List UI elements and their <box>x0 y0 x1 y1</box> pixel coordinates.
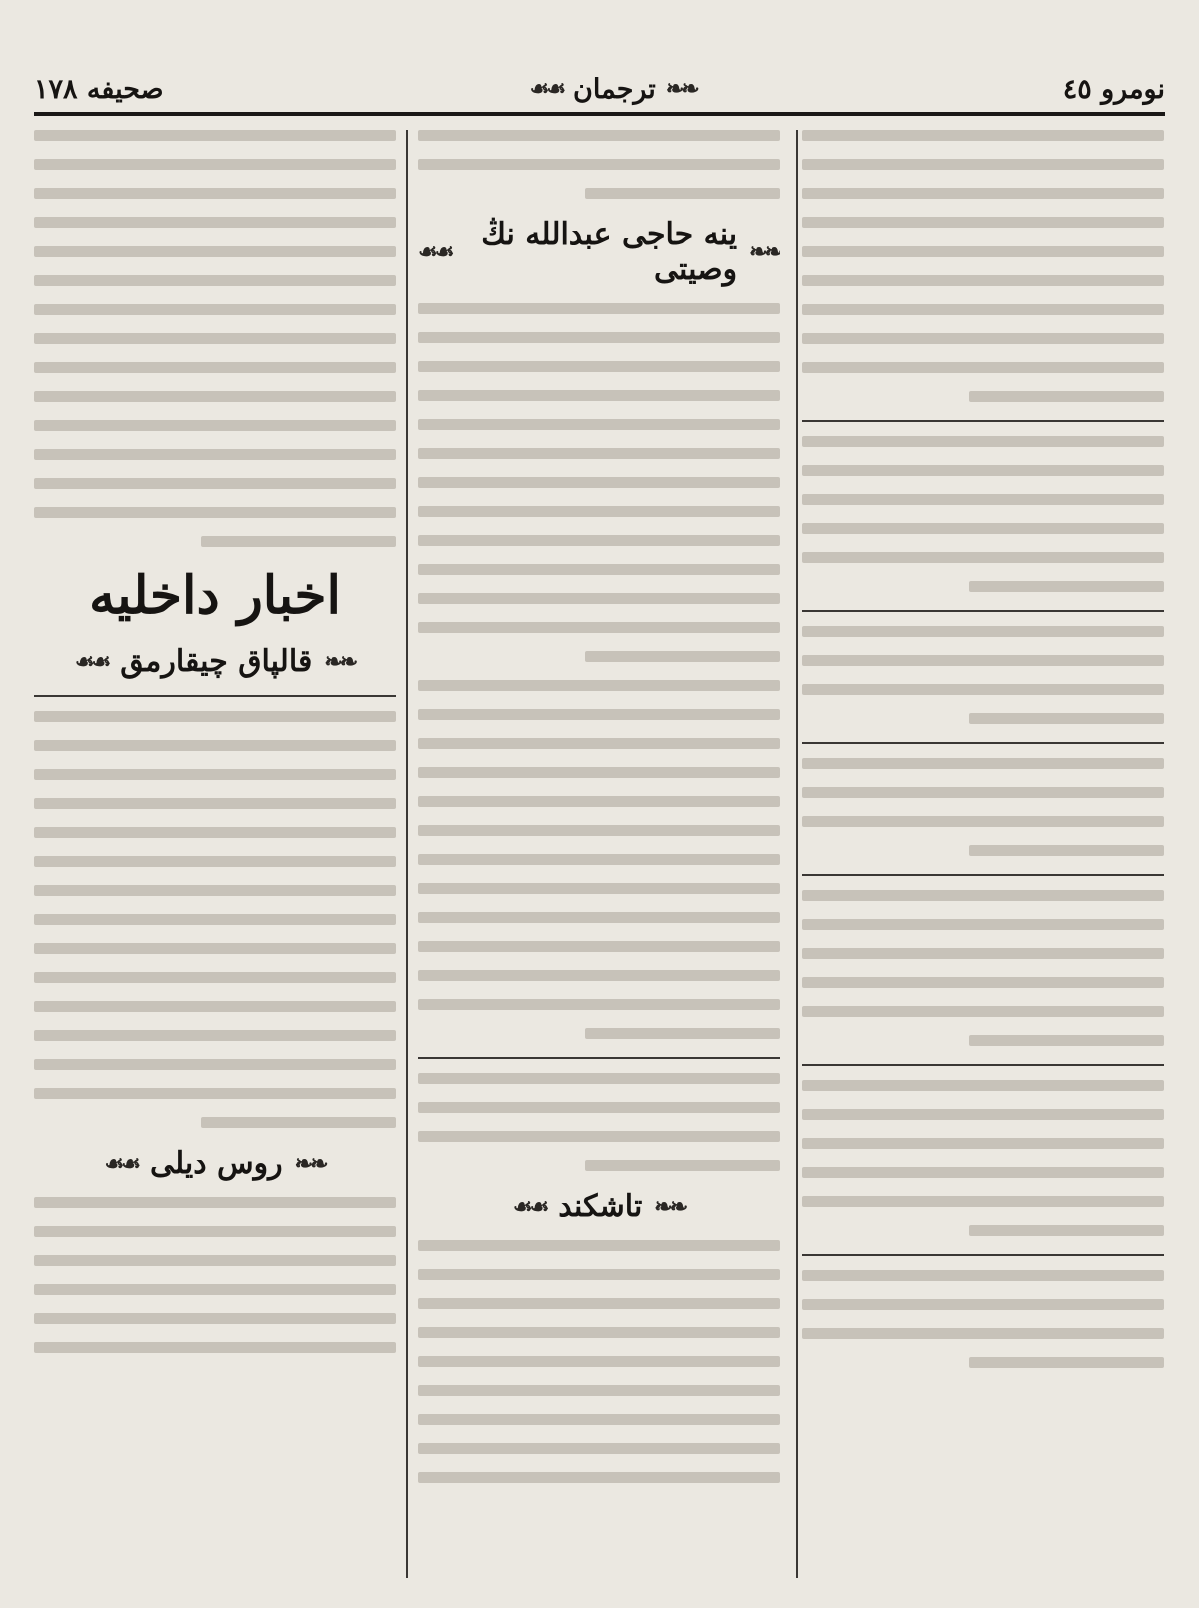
section-rule <box>802 1064 1164 1066</box>
ornament-icon: ❧❧ <box>665 76 697 102</box>
article-heading <box>34 644 396 679</box>
article-heading <box>418 1189 780 1224</box>
body-paragraph <box>418 680 780 1039</box>
ornament-icon: ☙☙ <box>74 648 109 675</box>
body-paragraph <box>802 130 1164 402</box>
column-divider <box>406 130 408 1578</box>
section-rule <box>34 695 396 697</box>
article-heading-text: ينه حاجى عبدالله نڭ وصيتى <box>481 217 738 287</box>
column-middle <box>418 130 780 1608</box>
body-paragraph <box>34 1197 396 1353</box>
masthead-title: ترجمان <box>573 73 656 105</box>
masthead <box>530 74 697 105</box>
section-title: اخبار داخليه <box>89 565 341 626</box>
article-heading-text: روس ديلى <box>149 1146 283 1181</box>
body-paragraph <box>418 130 780 199</box>
ornament-icon: ❧❧ <box>749 239 780 265</box>
body-paragraph <box>802 1270 1164 1368</box>
header-rule <box>34 112 1165 116</box>
body-paragraph <box>418 303 780 662</box>
article-heading-text: تاشكند <box>558 1189 643 1224</box>
body-paragraph <box>802 1080 1164 1236</box>
article-heading <box>34 1146 396 1181</box>
ornament-icon: ☙☙ <box>529 76 564 102</box>
section-rule <box>802 742 1164 744</box>
ornament-icon: ❧❧ <box>324 648 356 675</box>
body-paragraph <box>418 1073 780 1171</box>
ornament-icon: ☙☙ <box>512 1193 547 1220</box>
column-left <box>34 130 396 1608</box>
article-heading <box>418 217 780 287</box>
column-right <box>802 130 1164 1608</box>
body-paragraph <box>34 711 396 1128</box>
page-header <box>34 62 1165 116</box>
body-paragraph <box>802 758 1164 856</box>
ornament-icon: ❧❧ <box>294 1150 326 1177</box>
ornament-icon: ☙☙ <box>104 1150 138 1177</box>
body-paragraph <box>802 436 1164 592</box>
body-paragraph <box>34 130 396 547</box>
body-paragraph <box>418 1240 780 1483</box>
section-rule <box>802 420 1164 422</box>
section-rule <box>802 1254 1164 1256</box>
ornament-icon: ❧❧ <box>654 1193 686 1220</box>
article-heading-text: قالپاق چيقارمق <box>120 644 313 679</box>
body-paragraph <box>802 890 1164 1046</box>
section-rule <box>802 610 1164 612</box>
section-rule <box>802 874 1164 876</box>
section-rule <box>418 1057 780 1059</box>
ornament-icon: ☙☙ <box>418 239 452 265</box>
issue-number: نومرو ٤٥ <box>1062 73 1165 105</box>
column-divider <box>796 130 798 1578</box>
body-paragraph <box>802 626 1164 724</box>
page-number: صحيفه ١٧٨ <box>34 73 164 105</box>
